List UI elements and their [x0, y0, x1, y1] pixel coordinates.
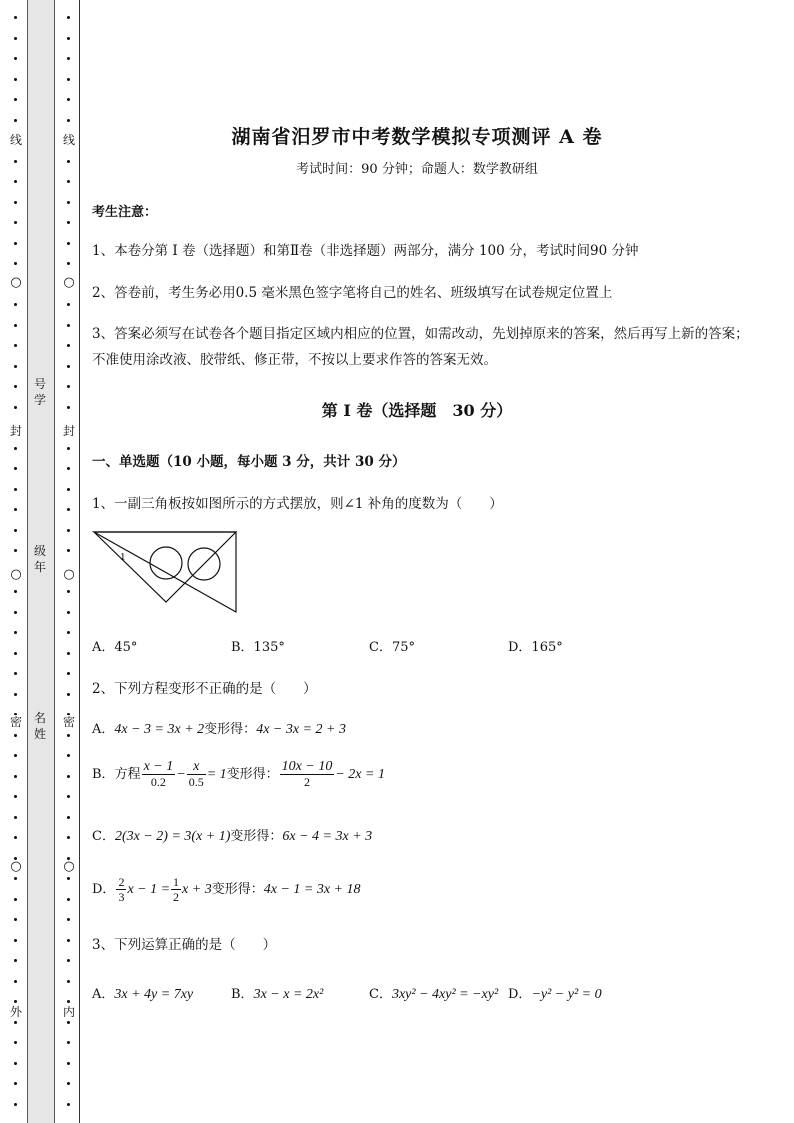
q3-option-b	[231, 983, 323, 1003]
binding-dot	[14, 980, 17, 983]
dotted-line-outer	[9, 0, 23, 1123]
binding-dot	[14, 959, 17, 962]
q2-option-d	[92, 875, 361, 904]
binding-dot	[14, 816, 17, 819]
binding-dot	[67, 836, 70, 839]
binding-dot	[14, 78, 17, 81]
q3b-expr: 3x − x = 2x²	[253, 987, 324, 1002]
q2b-frac-2-num: x	[187, 760, 206, 775]
q2b-frac-2	[187, 760, 206, 789]
q3-option-c	[369, 983, 498, 1003]
binding-dot	[14, 201, 17, 204]
binding-dot	[14, 508, 17, 511]
binding-dot	[14, 693, 17, 696]
binding-dot	[14, 1041, 17, 1044]
binding-dot	[67, 78, 70, 81]
q3a-letter: A．	[92, 987, 115, 1002]
q1-option-c: C．75°	[369, 640, 415, 655]
binding-dot	[14, 1062, 17, 1065]
field-grade: 级年	[33, 544, 46, 574]
binding-dot	[14, 365, 17, 368]
binding-dot	[67, 180, 70, 183]
binding-dot	[67, 447, 70, 450]
binding-dot	[67, 775, 70, 778]
binding-dot	[14, 37, 17, 40]
q2d-frac-1-den: 3	[118, 890, 125, 904]
q2-option-b	[92, 760, 385, 789]
q2a-mid: 变形得：	[204, 722, 257, 737]
q1-option-b: B．135°	[231, 640, 285, 655]
q3a-expr: 3x + 4y = 7xy	[114, 987, 194, 1002]
mark-feng-outer: 封	[9, 424, 22, 438]
binding-dot	[14, 631, 17, 634]
binding-dot	[67, 980, 70, 983]
binding-dot	[67, 324, 70, 327]
binding-dot	[67, 1041, 70, 1044]
binding-dot	[67, 1000, 70, 1003]
binding-dot	[67, 734, 70, 737]
q3c-expr: 3xy² − 4xy² = −xy²	[391, 987, 499, 1002]
binding-dot	[14, 16, 17, 19]
binding-dot	[67, 611, 70, 614]
q2d-frac-2-num: 1	[173, 875, 180, 889]
mark-xian-inner: 线	[62, 133, 75, 147]
q1-figure	[92, 528, 242, 622]
mark-nei-inner: 内	[62, 1005, 75, 1019]
q2b-frac-1	[142, 760, 176, 789]
binding-dot	[14, 98, 17, 101]
exam-info: 考试时间：90 分钟；命题人：数学教研组	[296, 162, 538, 177]
mark-mi-inner: 密	[62, 715, 75, 729]
q2d-part-2: x + 3	[182, 882, 212, 897]
binding-dot	[67, 816, 70, 819]
binding-dot	[67, 898, 70, 901]
binding-dot	[67, 160, 70, 163]
binding-dot	[14, 488, 17, 491]
q3-option-a	[92, 983, 193, 1003]
binding-dot	[67, 365, 70, 368]
field-student-number: 号学	[33, 377, 46, 407]
binding-dot	[67, 939, 70, 942]
binding-dot	[14, 344, 17, 347]
q1-option-d: D．165°	[508, 640, 563, 655]
binding-dot	[14, 795, 17, 798]
q2c-result: 6x − 4 = 3x + 3	[282, 829, 373, 844]
section-title: 第 I 卷（选择题 30 分）	[321, 401, 513, 420]
dotted-line-inner	[62, 0, 76, 1123]
binding-dot	[14, 180, 17, 183]
binding-dot	[67, 385, 70, 388]
binding-dot	[14, 160, 17, 163]
mark-circle-outer-2: ○	[10, 567, 22, 582]
binding-dot	[67, 242, 70, 245]
q2-stem: 2、下列方程变形不正确的是（ ）	[92, 681, 317, 697]
binding-dot	[67, 344, 70, 347]
binding-dot	[14, 836, 17, 839]
binding-dot	[14, 939, 17, 942]
triangle-set-diagram	[92, 528, 242, 618]
binding-dot	[67, 877, 70, 880]
binding-dot	[67, 262, 70, 265]
binding-dot	[67, 590, 70, 593]
binding-dot	[67, 303, 70, 306]
binding-dot	[14, 1021, 17, 1024]
binding-dot	[14, 1082, 17, 1085]
q3d-expr: −y² − y² = 0	[531, 987, 602, 1002]
mark-mi-outer: 密	[9, 715, 22, 729]
binding-dot	[14, 652, 17, 655]
mark-xian-outer: 线	[9, 133, 22, 147]
mark-circle-inner-2: ○	[63, 567, 75, 582]
q2c-letter: C．	[92, 829, 115, 844]
q2a-equation: 4x − 3 = 3x + 2	[114, 722, 205, 737]
binding-dot	[67, 1103, 70, 1106]
binding-dot	[67, 959, 70, 962]
binding-dot	[67, 631, 70, 634]
q2b-mid: 变形得：	[226, 767, 279, 782]
binding-dot	[67, 549, 70, 552]
binding-dot	[14, 590, 17, 593]
mark-circle-outer-3: ○	[10, 859, 22, 874]
binding-dot	[14, 221, 17, 224]
binding-dot	[67, 1062, 70, 1065]
mark-circle-inner-1: ○	[63, 275, 75, 290]
binding-dot	[14, 877, 17, 880]
binding-dot	[14, 754, 17, 757]
mark-circle-outer-1: ○	[10, 275, 22, 290]
binding-dot	[67, 529, 70, 532]
q2b-frac-3-num: 10x − 10	[281, 759, 333, 774]
binding-dot	[67, 918, 70, 921]
q2b-pre: 方程	[114, 767, 141, 782]
binding-dot	[67, 1082, 70, 1085]
q2d-frac-2	[171, 875, 181, 904]
q2d-mid: 变形得：	[211, 882, 264, 897]
binding-dot	[67, 406, 70, 409]
binding-dot	[67, 119, 70, 122]
q2c-equation: 2(3x − 2) = 3(x + 1)	[114, 829, 231, 844]
binding-dot	[67, 795, 70, 798]
q2d-part-1: x − 1 =	[127, 882, 171, 897]
binding-dot	[14, 529, 17, 532]
q2a-result: 4x − 3x = 2 + 3	[256, 722, 346, 737]
q2b-frac-2-den: 0.5	[188, 775, 204, 789]
q2b-minus: −	[176, 767, 186, 782]
q2c-mid: 变形得：	[230, 829, 283, 844]
binding-dot	[67, 98, 70, 101]
binding-dot	[67, 672, 70, 675]
q3-stem: 3、下列运算正确的是（ ）	[92, 937, 277, 953]
q3c-letter: C．	[369, 987, 392, 1002]
binding-dot	[14, 1103, 17, 1106]
page-title: 湖南省汨罗市中考数学模拟专项测评 A 卷	[231, 126, 603, 148]
q2-option-a	[92, 718, 346, 738]
mark-circle-inner-3: ○	[63, 859, 75, 874]
q3b-letter: B．	[231, 987, 254, 1002]
q2d-result: 4x − 1 = 3x + 18	[263, 882, 361, 897]
field-name: 名姓	[33, 711, 46, 741]
q1-option-a: A．45°	[92, 640, 138, 655]
set-square-30-60	[94, 532, 236, 612]
binding-dot	[14, 447, 17, 450]
set-square-45	[94, 532, 236, 602]
q2d-frac-1-num: 2	[118, 875, 125, 889]
notice-heading: 考生注意：	[92, 205, 158, 220]
binding-dot	[67, 467, 70, 470]
binding-dot	[14, 672, 17, 675]
q3d-letter: D．	[508, 987, 532, 1002]
binding-dot	[14, 611, 17, 614]
q2b-frac-3-den: 2	[304, 775, 310, 789]
binding-dot	[14, 324, 17, 327]
q2b-frac-1-den: 0.2	[150, 775, 166, 789]
q2a-letter: A．	[92, 722, 115, 737]
binding-dot	[14, 898, 17, 901]
binding-dot	[14, 406, 17, 409]
binding-dot	[14, 918, 17, 921]
q2b-tail: − 2x = 1	[335, 767, 385, 782]
part-title: 一、单选题（10 小题，每小题 3 分，共计 30 分）	[92, 454, 406, 470]
binding-dot	[14, 1000, 17, 1003]
binding-dot	[14, 262, 17, 265]
mark-wai-outer: 外	[9, 1005, 22, 1019]
q2b-eq1: = 1	[206, 767, 227, 782]
margin-rule	[79, 0, 80, 1123]
binding-dot	[67, 57, 70, 60]
notice-item-3: 3、答案必须写在试卷各个题目指定区域内相应的位置，如需改动，先划掉原来的答案，然后再写上新的答案；不准使用涂改液、胶带纸、修正带，不按以上要求作答的答案无效。	[92, 326, 749, 368]
q2-option-c	[92, 825, 372, 845]
q2b-frac-3	[280, 760, 335, 789]
binding-dot	[14, 775, 17, 778]
binding-dot	[14, 242, 17, 245]
binding-dot	[14, 119, 17, 122]
binding-dot	[67, 221, 70, 224]
mark-feng-inner: 封	[62, 424, 75, 438]
binding-dot	[14, 549, 17, 552]
q2d-letter: D．	[92, 882, 116, 897]
binding-dot	[67, 201, 70, 204]
angle-1-label: 1	[120, 551, 126, 563]
notice-item-2: 2、答卷前，考生务必用0.5 毫米黑色签字笔将自己的姓名、班级填写在试卷规定位置上	[92, 285, 613, 301]
q2d-frac-1	[116, 875, 126, 904]
binding-dot	[14, 467, 17, 470]
binding-dot	[67, 754, 70, 757]
binding-dot	[67, 16, 70, 19]
binding-dot	[67, 652, 70, 655]
binding-dot	[14, 57, 17, 60]
q2b-letter: B．	[92, 767, 115, 782]
q2b-frac-1-num: x − 1	[143, 759, 174, 774]
binding-dot	[14, 385, 17, 388]
q1-stem: 1、一副三角板按如图所示的方式摆放，则∠1 补角的度数为（ ）	[92, 496, 503, 512]
binding-dot	[67, 508, 70, 511]
q3-option-d	[508, 983, 602, 1003]
binding-dot	[67, 37, 70, 40]
binding-dot	[67, 488, 70, 491]
binding-dot	[14, 303, 17, 306]
binding-dot	[67, 693, 70, 696]
binding-dot	[67, 1021, 70, 1024]
binding-dot	[14, 734, 17, 737]
q2d-frac-2-den: 2	[173, 890, 180, 904]
notice-item-1: 1、本卷分第 I 卷（选择题）和第Ⅱ卷（非选择题）两部分，满分 100 分，考试时间90 分钟	[92, 243, 639, 259]
circle-left	[150, 547, 182, 579]
